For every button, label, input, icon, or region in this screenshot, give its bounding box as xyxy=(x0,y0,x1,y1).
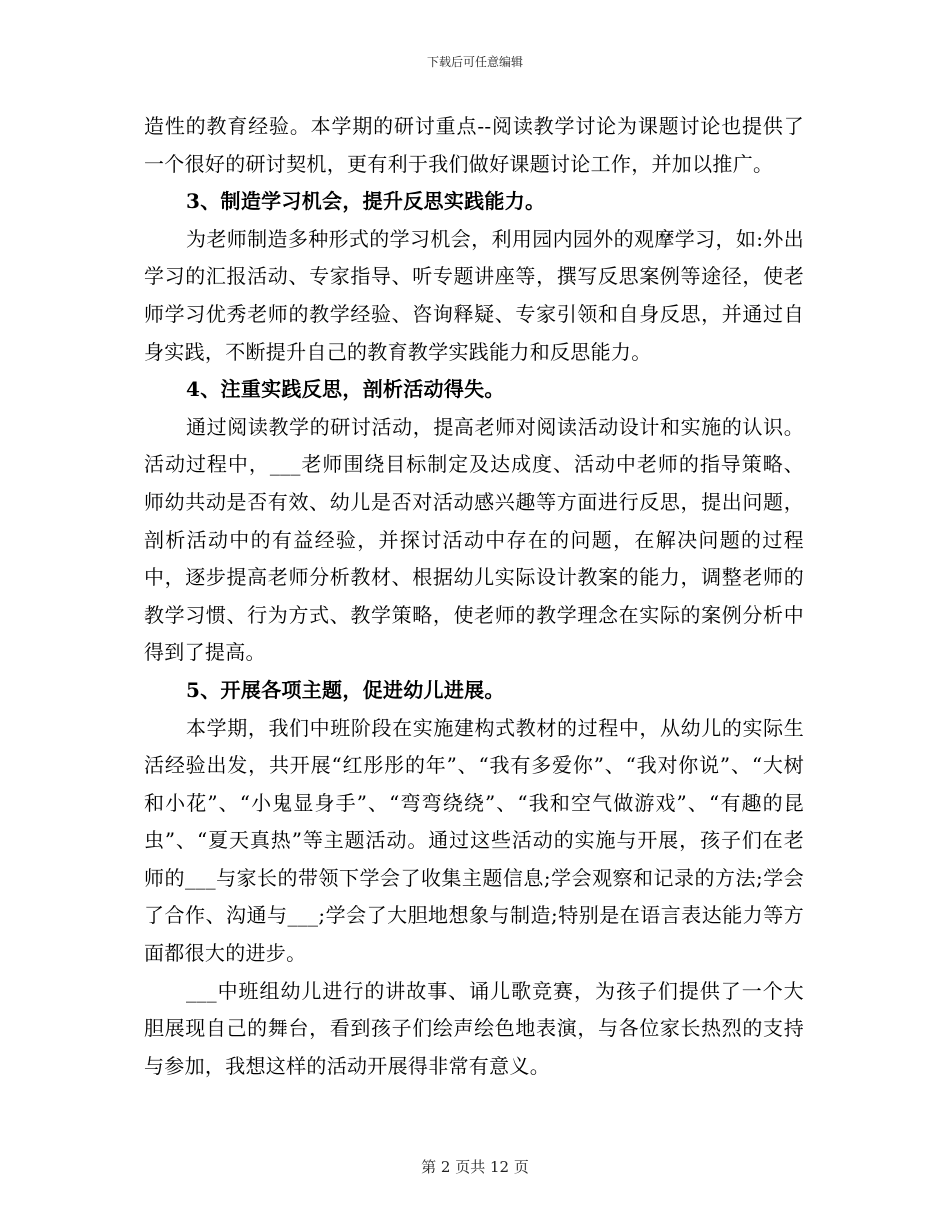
page-header: 下载后可任意编辑 xyxy=(426,55,523,69)
paragraph-learning-opportunities: 为老师制造多种形式的学习机会，利用园内园外的观摩学习，如:外出学习的汇报活动、专家指导、听专题讲座等，撰写反思案例等途径，使老师学习优秀老师的教学经验、咨询释疑、专家引领和自身反思，并通过自身实践，不断提升自己的教育教学实践能力和反思能力。 xyxy=(144,226,804,364)
paragraph-continuation: 造性的教育经验。本学期的研讨重点--阅读教学讨论为课题讨论也提供了一个很好的研讨契机，更有利于我们做好课题讨论工作，并加以推广。 xyxy=(144,114,804,176)
section-heading-3: 3、制造学习机会，提升反思实践能力。 xyxy=(186,189,546,214)
paragraph-storytelling-contest: ___中班组幼儿进行的讲故事、诵儿歌竞赛，为孩子们提供了一个大胆展现自己的舞台，看到孩子们绘声绘色地表演，与各位家长热烈的支持与参加，我想这样的活动开展得非常有意义。 xyxy=(144,978,804,1078)
page-footer: 第 2 页共 12 页 xyxy=(421,1158,529,1176)
section-heading-5: 5、开展各项主题，促进幼儿进展。 xyxy=(186,677,505,702)
paragraph-themes: 本学期，我们中班阶段在实施建构式教材的过程中，从幼儿的实际生活经验出发，共开展“红彤彤的年”、“我有多爱你”、“我对你说”、“大树和小花”、“小鬼显身手”、“弯弯绕绕”、“我和空气做游戏”、“有趣的昆虫”、“夏天真热”等主题活动。通过这些活动的实施与开展，孩子们在老师的___与家长的带领下学会了收集主题信息;学会观察和记录的方法;学会了合作、沟通与___;学会了大胆地想象与制造;特别是在语言表达能力等方面都很大的进步。 xyxy=(144,715,804,966)
section-heading-4: 4、注重实践反思，剖析活动得失。 xyxy=(186,377,505,402)
paragraph-practice-reflection: 通过阅读教学的研讨活动，提高老师对阅读活动设计和实施的认识。活动过程中，___老师围绕目标制定及达成度、活动中老师的指导策略、师幼共动是否有效、幼儿是否对活动感兴趣等方面进行反思，提出问题，剖析活动中的有益经验，并探讨活动中存在的问题，在解决问题的过程中，逐步提高老师分析教材、根据幼儿实际设计教案的能力，调整老师的教学习惯、行为方式、教学策略，使老师的教学理念在实际的案例分析中得到了提高。 xyxy=(144,414,804,665)
document-body xyxy=(144,108,804,1085)
